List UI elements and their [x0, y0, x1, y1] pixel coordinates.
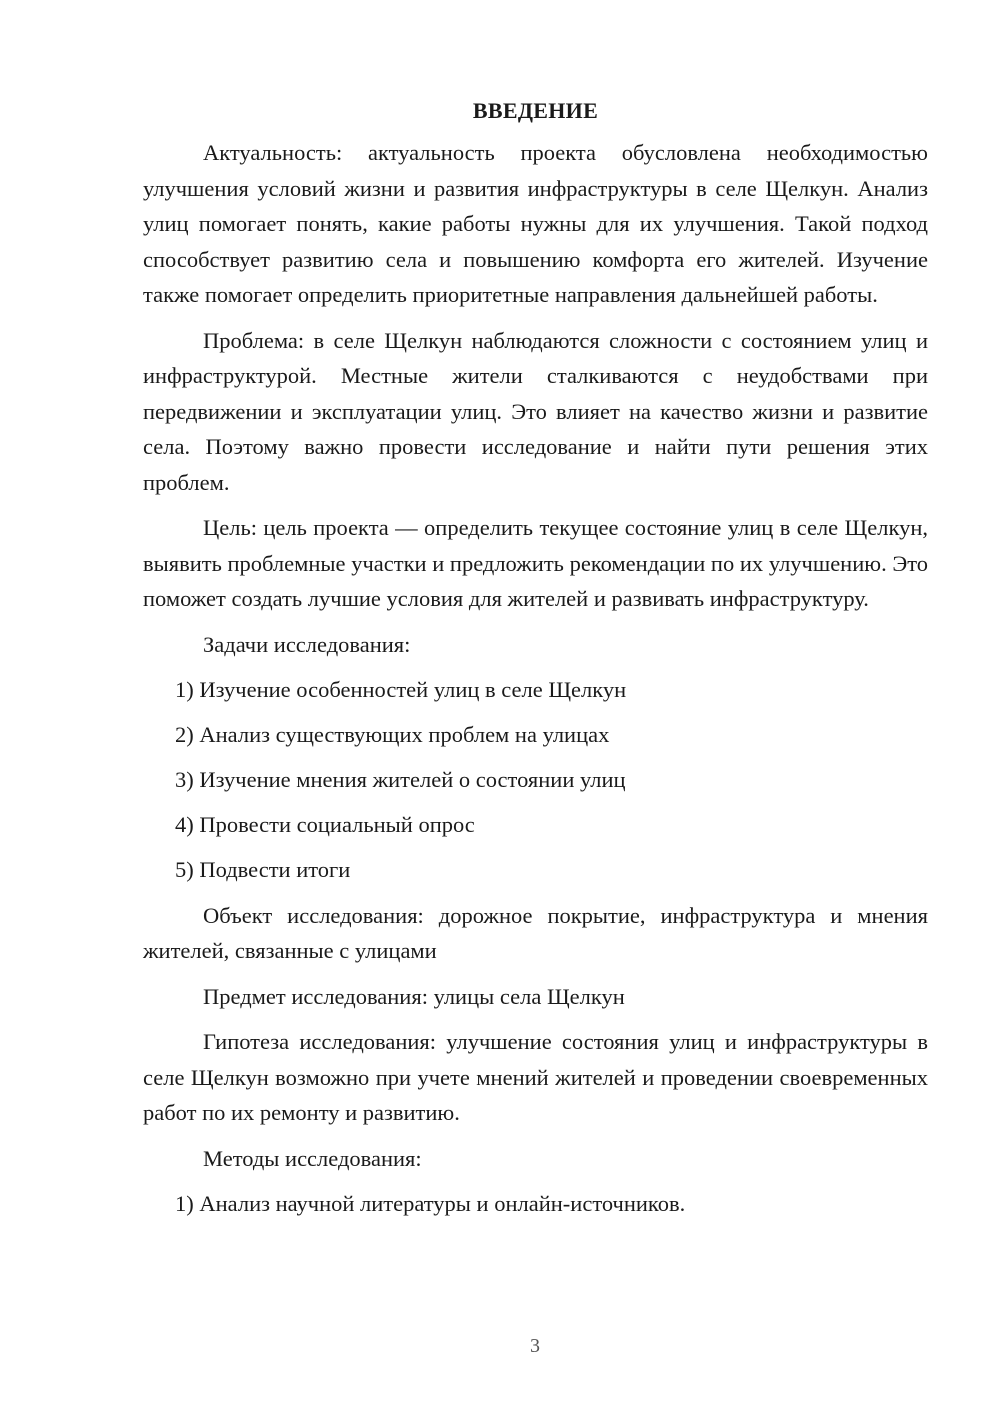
hypothesis-paragraph: Гипотеза исследования: улучшение состояния улиц и инфраструктуры в селе Щелкун возможно при учете мнений жителей и проведении своевременных работ по их ремонту и развитию.	[143, 1029, 928, 1125]
list-item: 2) Анализ существующих проблем на улицах	[175, 722, 610, 747]
page-number: 3	[530, 1335, 540, 1357]
methods-list	[143, 1186, 928, 1222]
list-item: 1) Анализ научной литературы и онлайн-источников.	[175, 1191, 686, 1216]
methods-title: Методы исследования:	[203, 1145, 422, 1171]
problem-paragraph: Проблема: в селе Щелкун наблюдаются сложности с состоянием улиц и инфраструктурой. Местные жители сталкиваются с неудобствами при передвижении и эксплуатации улиц. Это влияет на качество жизни и развитие села. Поэтому важно провести исследование и найти пути решения этих проблем.	[143, 327, 928, 495]
goal-paragraph: Цель: цель проекта — определить текущее состояние улиц в селе Щелкун, выявить проблемные участки и предложить рекомендации по их улучшению. Это поможет создать лучшие условия для жителей и развивать инфраструктуру.	[143, 515, 928, 611]
list-item: 4) Провести социальный опрос	[175, 812, 475, 837]
tasks-list	[143, 672, 928, 888]
object-paragraph: Объект исследования: дорожное покрытие, инфраструктура и мнения жителей, связанные с улицами	[143, 902, 928, 963]
list-item: 5) Подвести итоги	[175, 857, 351, 882]
tasks-title: Задачи исследования:	[203, 631, 411, 657]
list-item: 3) Изучение мнения жителей о состоянии улиц	[175, 767, 626, 792]
list-item: 1) Изучение особенностей улиц в селе Щелкун	[175, 677, 627, 702]
section-heading: ВВЕДЕНИЕ	[472, 98, 599, 123]
subject-paragraph: Предмет исследования: улицы села Щелкун	[203, 983, 625, 1009]
document-page	[143, 95, 928, 1232]
relevance-paragraph: Актуальность: актуальность проекта обусловлена необходимостью улучшения условий жизни и развития инфраструктуры в селе Щелкун. Анализ улиц помогает понять, какие работы нужны для их улучшения. Такой подход способствует развитию села и повышению комфорта его жителей. Изучение также помогает определить приоритетные направления дальнейшей работы.	[143, 140, 928, 307]
